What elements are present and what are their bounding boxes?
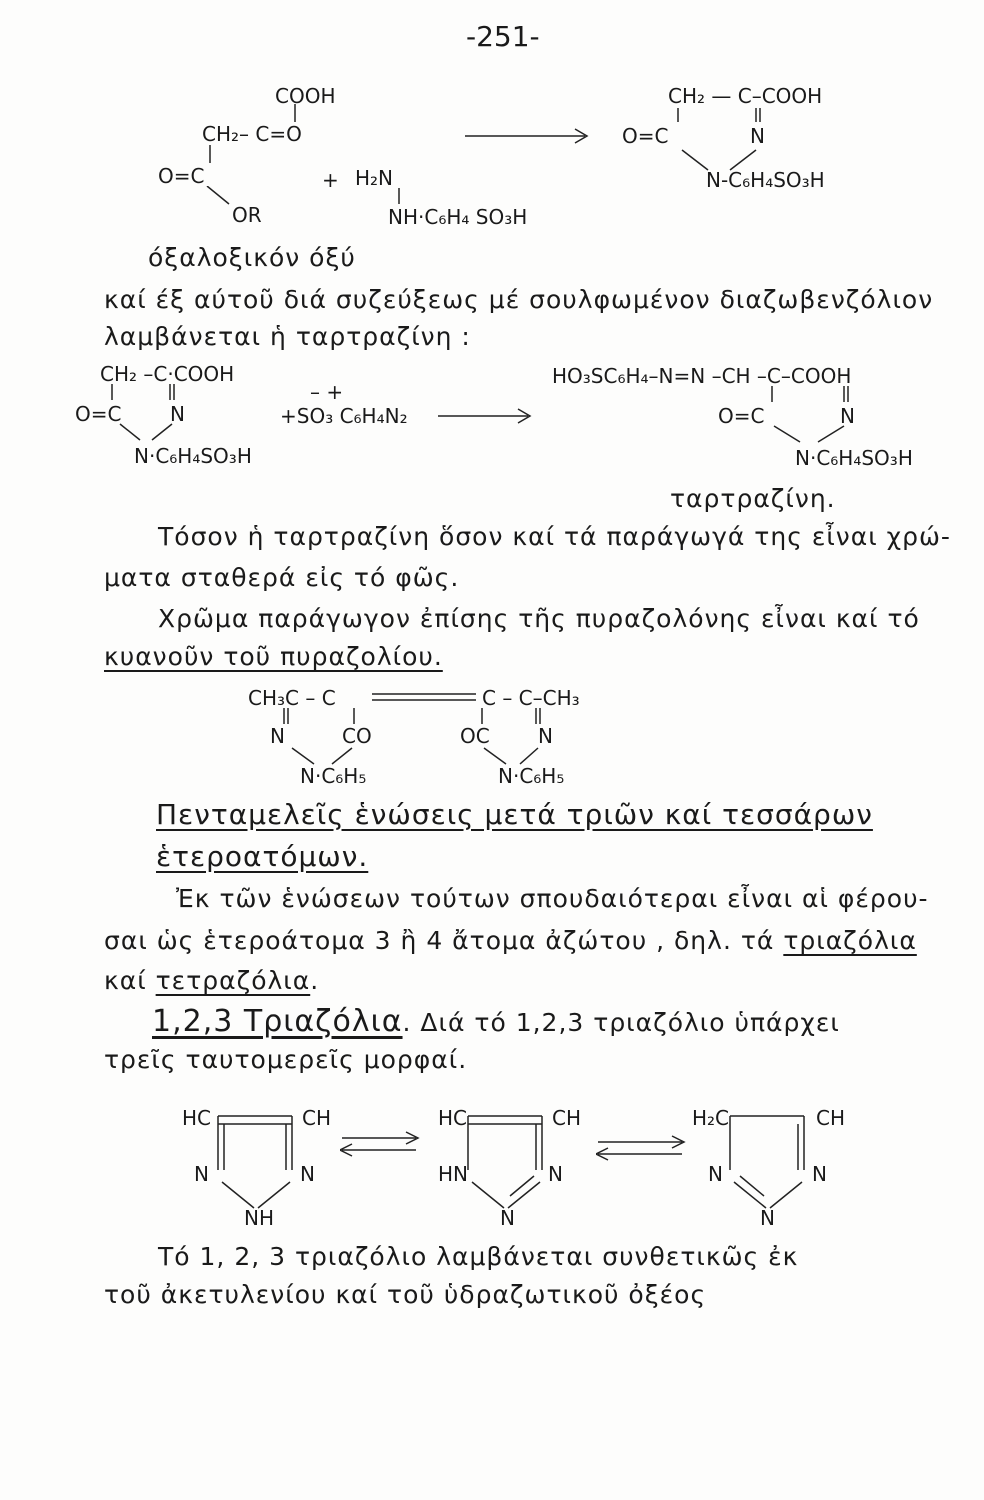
text-line-underlined: κυανοῦν τοῦ πυραζολίου. <box>104 642 443 671</box>
t2-tr: CH <box>552 1106 582 1130</box>
equilibrium-arrows <box>596 1134 686 1164</box>
t1-tl: HC <box>182 1106 212 1130</box>
product-mid-right: N <box>840 404 855 428</box>
reactant1-cooh: COOH <box>275 84 336 108</box>
subsection-line <box>152 1004 840 1039</box>
dye-oc: OC <box>460 724 490 748</box>
reactant-mid-right: N <box>170 402 185 426</box>
reactant-bottom: N·C₆H₄SO₃H <box>134 444 252 468</box>
text-line <box>104 926 917 955</box>
plus-sign: + <box>322 168 339 192</box>
text-line: Χρῶμα παράγωγον ἐπίσης τῆς πυραζολόνης εἶναι καί τό <box>158 604 920 633</box>
t3-ml: N <box>708 1162 723 1186</box>
reactant1-oc: O=C <box>158 164 205 188</box>
reactant1-or: OR <box>232 203 262 227</box>
text-line <box>104 966 319 995</box>
product-bottom: N·C₆H₄SO₃H <box>795 446 913 470</box>
reactant-top: CH₂ –C·COOH <box>100 362 235 386</box>
text-line: ματα σταθερά εἰς τό φῶς. <box>104 563 460 592</box>
product-mid-left: O=C <box>718 404 765 428</box>
reactant-mid-left: O=C <box>75 402 122 426</box>
text-segment: . Διά τό 1,2,3 τριαζόλιο ὑπάρχει <box>402 1008 840 1037</box>
tartrazine-label: ταρτραζίνη. <box>670 484 836 513</box>
t1-tr: CH <box>302 1106 332 1130</box>
subheading: 1,2,3 Τριαζόλια <box>152 1004 403 1039</box>
product1-top: CH₂ — C–COOH <box>668 84 823 108</box>
t2-b: N <box>500 1206 515 1230</box>
double-bond <box>372 688 482 708</box>
t2-tl: HC <box>438 1106 468 1130</box>
equilibrium-arrows <box>340 1130 420 1160</box>
reagent: +SO₃ C₆H₄N₂ <box>280 404 408 428</box>
page-number: -251- <box>466 20 540 53</box>
text-line: τρεῖς ταυτομερεῖς μορφαί. <box>104 1045 468 1074</box>
text-line: Τό 1, 2, 3 τριαζόλιο λαμβάνεται συνθετικῶς ἐκ <box>158 1242 799 1271</box>
dye-co: CO <box>342 724 372 748</box>
section-heading-cont: ἑτεροατόμων. <box>156 840 369 873</box>
reactant2-h2n: H₂N <box>355 166 394 190</box>
product1-mid-left: O=C <box>622 124 669 148</box>
dye-top-right: C – C–CH₃ <box>482 686 580 710</box>
reaction-arrow <box>438 406 538 426</box>
oxaloxikon-label: όξαλοξικόν όξύ <box>148 243 356 272</box>
t1-b: NH <box>244 1206 274 1230</box>
text-line: Ἐκ τῶν ἑνώσεων τούτων σπουδαιότεραι εἶναι αἱ φέρου- <box>176 884 929 913</box>
text-segment: . <box>310 966 320 995</box>
text-line: καί έξ αύτοῦ διά συζεύξεως μέ σουλφωμένον διαζωβενζόλιον <box>104 285 934 314</box>
t3-mr: N <box>812 1162 827 1186</box>
dye-n1: N <box>270 724 285 748</box>
bleed-through-text <box>640 210 648 235</box>
text-line: τοῦ ἀκετυλενίου καί τοῦ ὑδραζωτικοῦ ὀξέος <box>104 1280 707 1309</box>
text-line: λαμβάνεται ἡ ταρτραζίνη : <box>104 322 471 351</box>
t3-tl: H₂C <box>692 1106 730 1130</box>
dye-bottom-right: N·C₆H₅ <box>498 764 565 788</box>
t3-b: N <box>760 1206 775 1230</box>
t1-ml: N <box>194 1162 209 1186</box>
reactant2-nh: NH·C₆H₄ SO₃H <box>388 205 528 229</box>
tetrazolia-underlined: τετραζόλια <box>155 966 311 995</box>
bond-lines <box>205 186 235 208</box>
reaction-arrow <box>465 126 595 146</box>
t2-mr: N <box>548 1162 563 1186</box>
triazolia-underlined: τριαζόλια <box>783 926 917 955</box>
ring-bonds <box>270 706 610 766</box>
text-segment: καί <box>104 966 156 995</box>
product1-bottom: N-C₆H₄SO₃H <box>706 168 825 192</box>
dye-top-left: CH₃C – C <box>248 686 336 710</box>
t2-ml: HN <box>438 1162 468 1186</box>
dye-n2: N <box>538 724 553 748</box>
dye-bottom-left: N·C₆H₅ <box>300 764 367 788</box>
t1-mr: N <box>300 1162 315 1186</box>
product-top: HO₃SC₆H₄–N=N –CH –C–COOH <box>552 364 852 388</box>
text-line: Τόσον ἡ ταρτραζίνη ὅσον καί τά παράγωγά της εἶναι χρώ- <box>158 522 951 551</box>
reactant1-ch2-c: CH₂– C=O <box>202 122 302 146</box>
charges: – + <box>310 380 344 404</box>
t3-tr: CH <box>816 1106 846 1130</box>
product1-mid-right: N <box>750 124 765 148</box>
text-segment: σαι ὡς ἑτεροάτομα 3 ἢ 4 ἄτομα ἀζώτου , δηλ. τά <box>104 926 784 955</box>
section-heading: Πενταμελεῖς ἑνώσεις μετά τριῶν καί τεσσάρων <box>156 798 873 831</box>
